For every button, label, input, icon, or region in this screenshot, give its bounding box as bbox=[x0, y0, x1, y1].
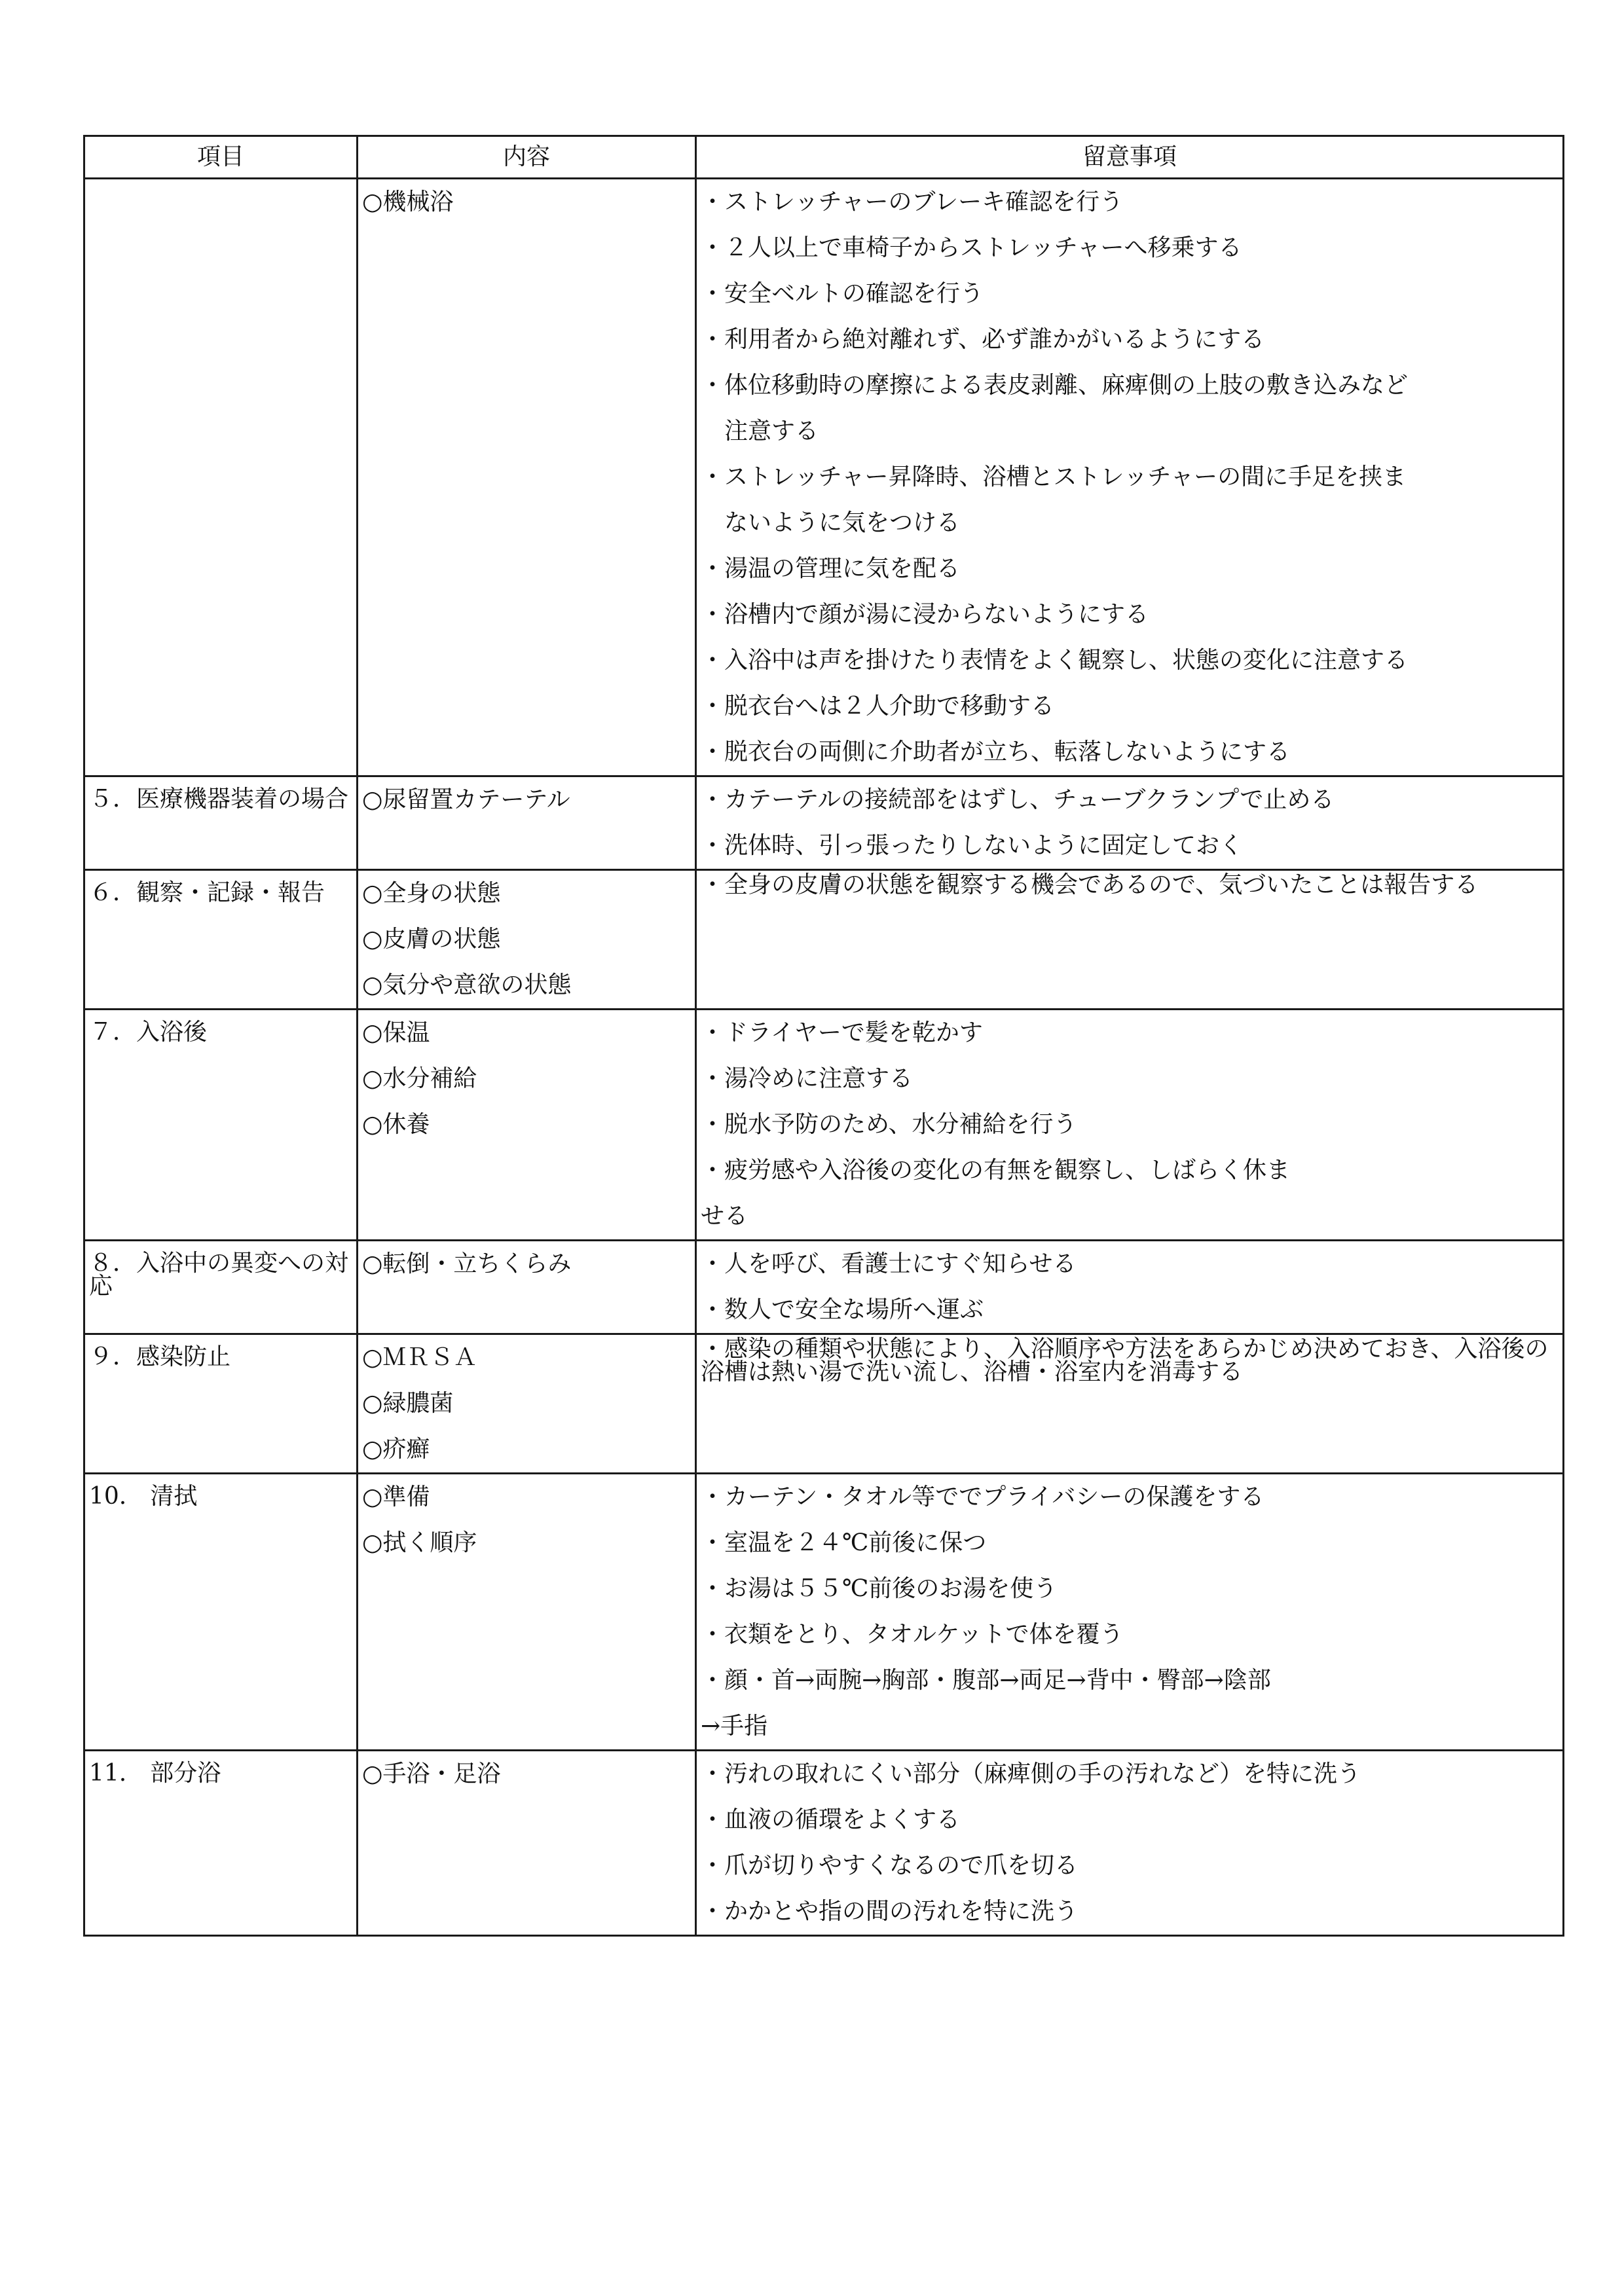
note-line: ・脱衣台へは２人介助で移動する bbox=[701, 693, 1055, 720]
item-label: ６．観察・記録・報告 bbox=[89, 879, 325, 906]
header-content: 内容 bbox=[358, 136, 696, 179]
content-line: ○機械浴 bbox=[362, 189, 454, 215]
table-row bbox=[84, 776, 1564, 870]
table-row bbox=[84, 1751, 1564, 1936]
content-line: ○疥癬 bbox=[362, 1436, 430, 1463]
content-line: ○転倒・立ちくらみ bbox=[362, 1250, 572, 1277]
item-label: ９．感染防止 bbox=[89, 1343, 231, 1370]
note-line: ・ストレッチャー昇降時、浴槽とストレッチャーの間に手足を挟ま bbox=[701, 464, 1407, 490]
row-notes bbox=[696, 1334, 1564, 1474]
note-line: ないように気をつける bbox=[701, 509, 961, 536]
row-notes bbox=[696, 1751, 1564, 1936]
note-line: ・浴槽内で顔が湯に浸からないようにする bbox=[701, 601, 1149, 628]
row-item bbox=[84, 179, 358, 776]
note-line: ・かかとや指の間の汚れを特に洗う bbox=[701, 1898, 1079, 1925]
row-notes bbox=[696, 179, 1564, 776]
content-line: ○ＭＲＳＡ bbox=[362, 1344, 477, 1371]
note-line: ・体位移動時の摩擦による表皮剥離、麻痺側の上肢の敷き込みなど bbox=[701, 372, 1409, 399]
note-line: ・安全ベルトの確認を行う bbox=[701, 280, 984, 307]
table-header-row bbox=[84, 136, 1564, 179]
note-line: →手指 bbox=[701, 1713, 768, 1740]
row-content bbox=[358, 1474, 696, 1751]
row-item bbox=[84, 1010, 358, 1241]
note-line: ・脱水予防のため、水分補給を行う bbox=[701, 1111, 1077, 1138]
row-notes bbox=[696, 776, 1564, 870]
item-label: ８．入浴中の異変への対応 bbox=[89, 1250, 349, 1300]
note-line: ・お湯は５５℃前後のお湯を使う bbox=[701, 1575, 1058, 1602]
table-row bbox=[84, 1241, 1564, 1334]
row-content bbox=[358, 870, 696, 1010]
care-guideline-table bbox=[83, 135, 1564, 1937]
row-item bbox=[84, 1474, 358, 1751]
content-line: ○全身の状態 bbox=[362, 880, 501, 907]
row-notes bbox=[696, 1010, 1564, 1241]
content-line: ○気分や意欲の状態 bbox=[362, 972, 572, 998]
row-content bbox=[358, 1241, 696, 1334]
note-paragraph: ・全身の皮膚の状態を観察する機会であるので、気づいたことは報告する bbox=[701, 871, 1479, 898]
note-line: せる bbox=[701, 1203, 748, 1230]
note-line: ・ドライヤーで髪を乾かす bbox=[701, 1019, 983, 1046]
note-line: ・湯冷めに注意する bbox=[701, 1065, 913, 1092]
item-label bbox=[89, 179, 352, 190]
note-line: ・室温を２４℃前後に保つ bbox=[701, 1529, 987, 1556]
content-line: ○拭く順序 bbox=[362, 1529, 477, 1556]
note-line: 注意する bbox=[701, 418, 819, 445]
note-line: ・汚れの取れにくい部分（麻痺側の手の汚れなど）を特に洗う bbox=[701, 1760, 1361, 1787]
content-line: ○休養 bbox=[362, 1111, 430, 1138]
row-notes bbox=[696, 1241, 1564, 1334]
note-line: ・洗体時、引っ張ったりしないように固定しておく bbox=[701, 832, 1244, 859]
note-line: ・衣類をとり、タオルケットで体を覆う bbox=[701, 1621, 1124, 1648]
content-line: ○保温 bbox=[362, 1019, 430, 1046]
note-line: ・疲労感や入浴後の変化の有無を観察し、しばらく休ま bbox=[701, 1157, 1291, 1184]
content-line: ○緑膿菌 bbox=[362, 1390, 454, 1417]
header-notes: 留意事項 bbox=[696, 136, 1564, 179]
row-content bbox=[358, 776, 696, 870]
row-item bbox=[84, 1241, 358, 1334]
note-line: ・カテーテルの接続部をはずし、チューブクランプで止める bbox=[701, 786, 1335, 813]
row-content bbox=[358, 1334, 696, 1474]
row-item bbox=[84, 776, 358, 870]
table-row bbox=[84, 870, 1564, 1010]
row-content bbox=[358, 1010, 696, 1241]
content-line: ○手浴・足浴 bbox=[362, 1760, 501, 1787]
note-line: ・２人以上で車椅子からストレッチャーへ移乗する bbox=[701, 234, 1242, 261]
item-label: ５．医療機器装着の場合 bbox=[89, 786, 349, 812]
note-line: ・湯温の管理に気を配る bbox=[701, 555, 961, 582]
table-row bbox=[84, 1010, 1564, 1241]
item-label: ７．入浴後 bbox=[89, 1019, 208, 1046]
row-item bbox=[84, 1334, 358, 1474]
note-line: ・爪が切りやすくなるので爪を切る bbox=[701, 1852, 1079, 1879]
row-content bbox=[358, 1751, 696, 1936]
note-line: ・顔・首→両腕→胸部・腹部→両足→背中・臀部→陰部 bbox=[701, 1667, 1271, 1694]
row-item bbox=[84, 1751, 358, 1936]
row-notes bbox=[696, 870, 1564, 1010]
note-line: ・カーテン・タオル等ででプライバシーの保護をする bbox=[701, 1484, 1264, 1510]
note-line: ・血液の循環をよくする bbox=[701, 1806, 961, 1833]
header-item: 項目 bbox=[84, 136, 358, 179]
note-line: ・ストレッチャーのブレーキ確認を行う bbox=[701, 189, 1124, 215]
note-paragraph: ・感染の種類や状態により、入浴順序や方法をあらかじめ決めておき、入浴後の浴槽は熱い湯で洗い流し、浴槽・浴室内を消毒する bbox=[701, 1336, 1549, 1385]
table-row bbox=[84, 1334, 1564, 1474]
note-line: ・入浴中は声を掛けたり表情をよく観察し、状態の変化に注意する bbox=[701, 647, 1409, 674]
table-row bbox=[84, 1474, 1564, 1751]
row-item bbox=[84, 870, 358, 1010]
content-line: ○水分補給 bbox=[362, 1065, 477, 1092]
note-line: ・脱衣台の両側に介助者が立ち、転落しないようにする bbox=[701, 738, 1291, 765]
content-line: ○皮膚の状態 bbox=[362, 926, 501, 953]
note-line: ・数人で安全な場所へ運ぶ bbox=[701, 1296, 984, 1323]
table-row bbox=[84, 179, 1564, 776]
item-label: 11. 部分浴 bbox=[89, 1760, 221, 1787]
note-line: ・人を呼び、看護士にすぐ知らせる bbox=[701, 1250, 1077, 1277]
note-line: ・利用者から絶対離れず、必ず誰かがいるようにする bbox=[701, 326, 1265, 353]
content-line: ○尿留置カテーテル bbox=[362, 786, 570, 813]
row-content bbox=[358, 179, 696, 776]
content-line: ○準備 bbox=[362, 1484, 430, 1510]
row-notes bbox=[696, 1474, 1564, 1751]
item-label: 10. 清拭 bbox=[89, 1483, 198, 1510]
